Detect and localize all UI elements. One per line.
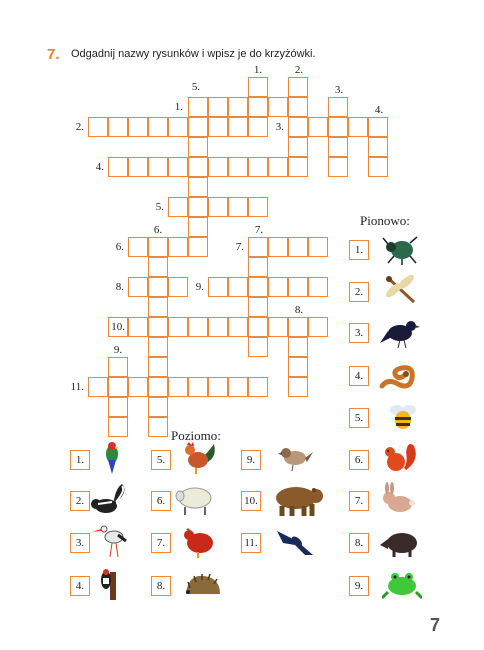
crossword-cell[interactable] <box>228 317 248 337</box>
crossword-cell[interactable] <box>368 117 388 137</box>
crossword-cell[interactable] <box>288 377 308 397</box>
clue-number-h5: 5. <box>155 201 164 213</box>
clue-number-h9: 9. <box>195 281 204 293</box>
crossword-cell[interactable] <box>228 197 248 217</box>
sheep-icon <box>175 482 215 516</box>
horizontal-clue-label: 3. <box>70 533 90 553</box>
dragonfly-icon <box>380 272 420 306</box>
crossword-cell[interactable] <box>208 197 228 217</box>
vertical-clue-label: 3. <box>349 323 369 343</box>
horizontal-clue-label: 1. <box>70 450 90 470</box>
crossword-cell[interactable] <box>128 377 148 397</box>
horizontal-clue-label: 7. <box>151 533 171 553</box>
crossword-cell[interactable] <box>248 197 268 217</box>
crossword-cell[interactable] <box>148 257 168 277</box>
horizontal-clue-label: 6. <box>151 491 171 511</box>
crossword-cell[interactable] <box>208 117 228 137</box>
crossword-cell[interactable] <box>208 317 228 337</box>
crossword-cell[interactable] <box>288 237 308 257</box>
crossword-cell[interactable] <box>308 117 328 137</box>
crossword-cell[interactable] <box>148 417 168 437</box>
clue-number-v8: 8. <box>294 304 304 316</box>
crossword-cell[interactable] <box>188 197 208 217</box>
clue-number-h3: 3. <box>275 121 284 133</box>
crossword-cell[interactable] <box>148 297 168 317</box>
crossword-cell[interactable] <box>268 97 288 117</box>
crossword-cell[interactable] <box>268 157 288 177</box>
clue-number-v4: 4. <box>374 104 384 116</box>
crossword-cell[interactable] <box>248 337 268 357</box>
crossword-cell[interactable] <box>188 217 208 237</box>
clue-number-h10: 10. <box>111 321 125 333</box>
crossword-cell[interactable] <box>88 117 108 137</box>
crossword-cell[interactable] <box>248 317 268 337</box>
horizontal-clue-label: 10. <box>241 491 261 511</box>
clue-number-h4: 4. <box>95 161 104 173</box>
crossword-cell[interactable] <box>348 117 368 137</box>
vertical-clue-label: 6. <box>349 450 369 470</box>
crossword-cell[interactable] <box>268 237 288 257</box>
clue-number-v3: 3. <box>334 84 344 96</box>
snake-icon <box>378 358 418 392</box>
crossword-cell[interactable] <box>248 97 268 117</box>
hen-icon <box>180 525 220 559</box>
crossword-cell[interactable] <box>108 397 128 417</box>
crossword-cell[interactable] <box>288 117 308 137</box>
clue-number-v9: 9. <box>113 344 123 356</box>
clue-number-v1: 1. <box>253 64 263 76</box>
woodpecker-icon <box>92 566 132 600</box>
squirrel-icon <box>380 440 420 474</box>
hedgehog-icon <box>182 568 222 602</box>
bear-icon <box>266 482 326 518</box>
crossword-cell[interactable] <box>308 277 328 297</box>
horizontal-clue-label: 8. <box>151 576 171 596</box>
crossword-cell[interactable] <box>268 317 288 337</box>
crossword-cell[interactable] <box>208 377 228 397</box>
crossword-cell[interactable] <box>268 277 288 297</box>
crossword-cell[interactable] <box>328 137 348 157</box>
crossword-cell[interactable] <box>128 277 148 297</box>
crossword-cell[interactable] <box>108 117 128 137</box>
clue-number-h11: 11. <box>70 381 84 393</box>
crossword-cell[interactable] <box>188 177 208 197</box>
crossword-cell[interactable] <box>188 157 208 177</box>
crossword-cell[interactable] <box>228 117 248 137</box>
crossword-cell[interactable] <box>128 117 148 137</box>
crossword-cell[interactable] <box>328 97 348 117</box>
horizontal-clue-label: 4. <box>70 576 90 596</box>
crossword-cell[interactable] <box>108 357 128 377</box>
crossword-cell[interactable] <box>168 117 188 137</box>
crossword-cell[interactable] <box>148 317 168 337</box>
crossword-cell[interactable] <box>228 157 248 177</box>
swallow-icon <box>275 525 315 559</box>
stork-icon <box>90 523 130 557</box>
crossword-cell[interactable] <box>108 417 128 437</box>
crossword-cell[interactable] <box>308 237 328 257</box>
horizontal-clue-label: 9. <box>241 450 261 470</box>
beetle-icon <box>380 232 420 266</box>
sparrow-icon <box>275 440 315 474</box>
crossword-cell[interactable] <box>168 197 188 217</box>
parrot-icon <box>92 440 132 474</box>
crossword-cell[interactable] <box>248 257 268 277</box>
crossword-cell[interactable] <box>148 337 168 357</box>
crossword-cell[interactable] <box>288 277 308 297</box>
crossword-cell[interactable] <box>368 137 388 157</box>
crossword-cell[interactable] <box>248 377 268 397</box>
vertical-clue-label: 5. <box>349 408 369 428</box>
crossword-cell[interactable] <box>188 237 208 257</box>
clue-number-v2: 2. <box>294 64 304 76</box>
clue-number-h6: 6. <box>115 241 124 253</box>
crossword-cell[interactable] <box>288 97 308 117</box>
vertical-clue-label: 8. <box>349 533 369 553</box>
crossword-cell[interactable] <box>248 277 268 297</box>
vertical-clue-label: 4. <box>349 366 369 386</box>
clue-number-v6: 6. <box>153 224 163 236</box>
crossword-cell[interactable] <box>248 297 268 317</box>
task-number: 7. <box>47 46 60 63</box>
crossword-cell[interactable] <box>148 397 168 417</box>
section-horizontal-title: Poziomo: <box>171 428 221 443</box>
vertical-clue-label: 7. <box>349 491 369 511</box>
boar-icon <box>380 525 420 559</box>
horizontal-clue-label: 5. <box>151 450 171 470</box>
crossword-cell[interactable] <box>108 157 128 177</box>
crossword-cell[interactable] <box>108 377 128 397</box>
crossword-cell[interactable] <box>148 117 168 137</box>
crossword-cell[interactable] <box>308 317 328 337</box>
horizontal-clue-label: 11. <box>241 533 261 553</box>
crossword-cell[interactable] <box>168 237 188 257</box>
crossword-cell[interactable] <box>288 77 308 97</box>
crossword-cell[interactable] <box>188 97 208 117</box>
vertical-clue-label: 1. <box>349 240 369 260</box>
crossword-cell[interactable] <box>328 117 348 137</box>
crossword-cell[interactable] <box>188 377 208 397</box>
skunk-icon <box>90 482 130 516</box>
clue-number-h8: 8. <box>115 281 124 293</box>
crossword-cell[interactable] <box>188 117 208 137</box>
crossword-cell[interactable] <box>148 377 168 397</box>
clue-number-h7: 7. <box>235 241 244 253</box>
section-vertical-title: Pionowo: <box>360 213 410 228</box>
crossword-cell[interactable] <box>148 237 168 257</box>
crossword-cell[interactable] <box>208 277 228 297</box>
crossword-cell[interactable] <box>128 237 148 257</box>
crossword-cell[interactable] <box>188 137 208 157</box>
vertical-clue-label: 9. <box>349 576 369 596</box>
vertical-clue-label: 2. <box>349 282 369 302</box>
page-number: 7 <box>430 615 441 635</box>
crossword-cell[interactable] <box>288 357 308 377</box>
crow-icon <box>380 315 420 349</box>
rabbit-icon <box>380 482 420 516</box>
crossword-cell[interactable] <box>148 357 168 377</box>
clue-number-h1: 1. <box>174 101 183 113</box>
rooster-icon <box>180 440 220 474</box>
clue-number-v5: 5. <box>191 81 201 93</box>
task-instruction: Odgadnij nazwy rysunków i wpisz je do krzyżówki. <box>71 48 316 60</box>
crossword-cell[interactable] <box>148 277 168 297</box>
crossword-cell[interactable] <box>288 317 308 337</box>
crossword-cell[interactable] <box>148 157 168 177</box>
clue-number-v7: 7. <box>254 224 264 236</box>
crossword-cell[interactable] <box>328 157 348 177</box>
clue-number-h2: 2. <box>75 121 84 133</box>
crossword-cell[interactable] <box>128 317 148 337</box>
crossword-cell[interactable] <box>368 157 388 177</box>
crossword-cell[interactable] <box>168 157 188 177</box>
crossword-cell[interactable] <box>188 317 208 337</box>
crossword-cell[interactable] <box>168 377 188 397</box>
crossword-cell[interactable] <box>288 157 308 177</box>
crossword-cell[interactable] <box>208 97 228 117</box>
crossword-cell[interactable] <box>168 317 188 337</box>
crossword-cell[interactable] <box>248 77 268 97</box>
crossword-cell[interactable] <box>228 277 248 297</box>
crossword-cell[interactable] <box>248 237 268 257</box>
crossword-cell[interactable] <box>228 377 248 397</box>
horizontal-clue-label: 2. <box>70 491 90 511</box>
crossword-cell[interactable] <box>88 377 108 397</box>
bee-icon <box>384 400 424 434</box>
crossword-cell[interactable] <box>288 337 308 357</box>
crossword-cell[interactable] <box>208 157 228 177</box>
crossword-cell[interactable] <box>288 137 308 157</box>
crossword-cell[interactable] <box>248 157 268 177</box>
crossword-cell[interactable] <box>228 97 248 117</box>
frog-icon <box>382 566 422 600</box>
crossword-cell[interactable] <box>128 157 148 177</box>
